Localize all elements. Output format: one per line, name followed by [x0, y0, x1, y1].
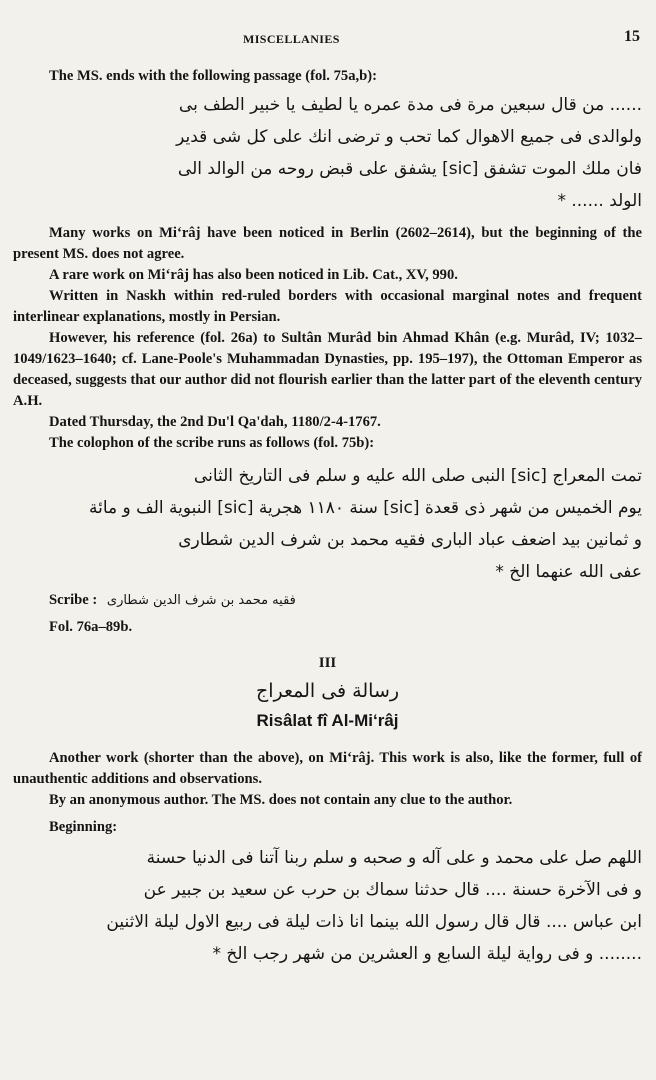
running-head: MISCELLANIES [243, 32, 340, 46]
arabic-passage-ending [13, 89, 642, 217]
arabic-line: تمت المعراج [sic] النبی صلی الله علیه و سلم فی التاریخ الثانی [193, 466, 642, 486]
arabic-line: اللهم صل علی محمد و علی آله و صحبه و سلم ربنا آتنا فی الدنیا حسنة [146, 848, 642, 868]
section-number: III [318, 655, 337, 671]
section-title: Risâlat fî Al-Mi‘râj [256, 711, 399, 730]
paragraph: A rare work on Mi‘râj has also been noticed in Lib. Cat., XV, 990. [49, 267, 458, 283]
paragraph: Beginning: [49, 819, 118, 835]
arabic-beginning [13, 842, 642, 970]
arabic-line: و ثمانین بید اضعف عباد الباری فقیه محمد بن شرف الدین شطاری [178, 530, 642, 550]
intro-line: The MS. ends with the following passage (fol. 75a,b): [49, 68, 377, 84]
arabic-line: یوم الخمیس من شهر ذی قعدة [sic] سنة ۱۱۸۰ هجریة [sic] النبویة الف و مائة [89, 498, 642, 518]
arabic-line: عفی الله عنهما الخ * [495, 562, 642, 582]
scribe-name-arabic: فقیه محمد بن شرف الدین شطاری [106, 593, 296, 608]
paragraph: Written in Naskh within red-ruled borders with occasional marginal notes and frequent interlinear explanations, mostly in Persian. [13, 288, 642, 325]
scribe-label: Scribe : [49, 592, 98, 608]
page-number: 15 [624, 28, 640, 45]
paragraph: However, his reference (fol. 26a) to Sultân Murâd bin Ahmad Khân (e.g. Murâd, IV; 1032–1049/1623–1640; cf. Lane-Poole's Muhammadan Dynasties, pp. 195–197), the Ottoman Emperor as deceased, suggests that our author did not flourish earlier than the latter part of the eleventh century A.H. [13, 330, 642, 409]
paragraph: By an anonymous author. The MS. does not contain any clue to the author. [49, 792, 513, 808]
arabic-colophon [13, 460, 642, 588]
arabic-line: الولد ...... * [557, 191, 642, 211]
page-body [13, 66, 642, 970]
section-title-arabic: رسالة فی المعراج [255, 680, 400, 702]
paragraph: Dated Thursday, the 2nd Du'l Qa'dah, 1180/2-4-1767. [49, 414, 381, 430]
paragraph: Another work (shorter than the above), on Mi‘râj. This work is also, like the former, full of unauthentic additions and observations. [13, 750, 642, 787]
arabic-line: ولوالدی فی جمیع الاهوال کما تحب و ترضی انك علی کل شی قدیر [176, 127, 642, 147]
arabic-line: ...... من قال سبعين مرة فی مدة عمره یا لطیف یا خبیر الطف بی [178, 95, 642, 115]
scribe-line [49, 588, 642, 613]
folio-range: Fol. 76a–89b. [49, 619, 133, 635]
paragraph: The colophon of the scribe runs as follows (fol. 75b): [49, 435, 375, 451]
arabic-line: ........ و فی روایة لیلة السابع و العشرین من شهر رجب الخ * [212, 944, 642, 964]
paragraph: Many works on Mi‘râj have been noticed in Berlin (2602–2614), but the beginning of the present MS. does not agree. [13, 225, 642, 262]
page-header [13, 28, 640, 50]
arabic-line: و فی الآخرة حسنة .... قال حدثنا سماك بن حرب عن سعید بن جبیر عن [143, 880, 642, 900]
arabic-line: ابن عباس .... قال قال رسول الله بینما انا ذات لیلة فی ربیع الاول لیلة الاثنین [106, 912, 642, 932]
arabic-line: فان ملك الموت تشفق [sic] یشفق علی قبض روحه من الوالد الی [177, 159, 642, 179]
